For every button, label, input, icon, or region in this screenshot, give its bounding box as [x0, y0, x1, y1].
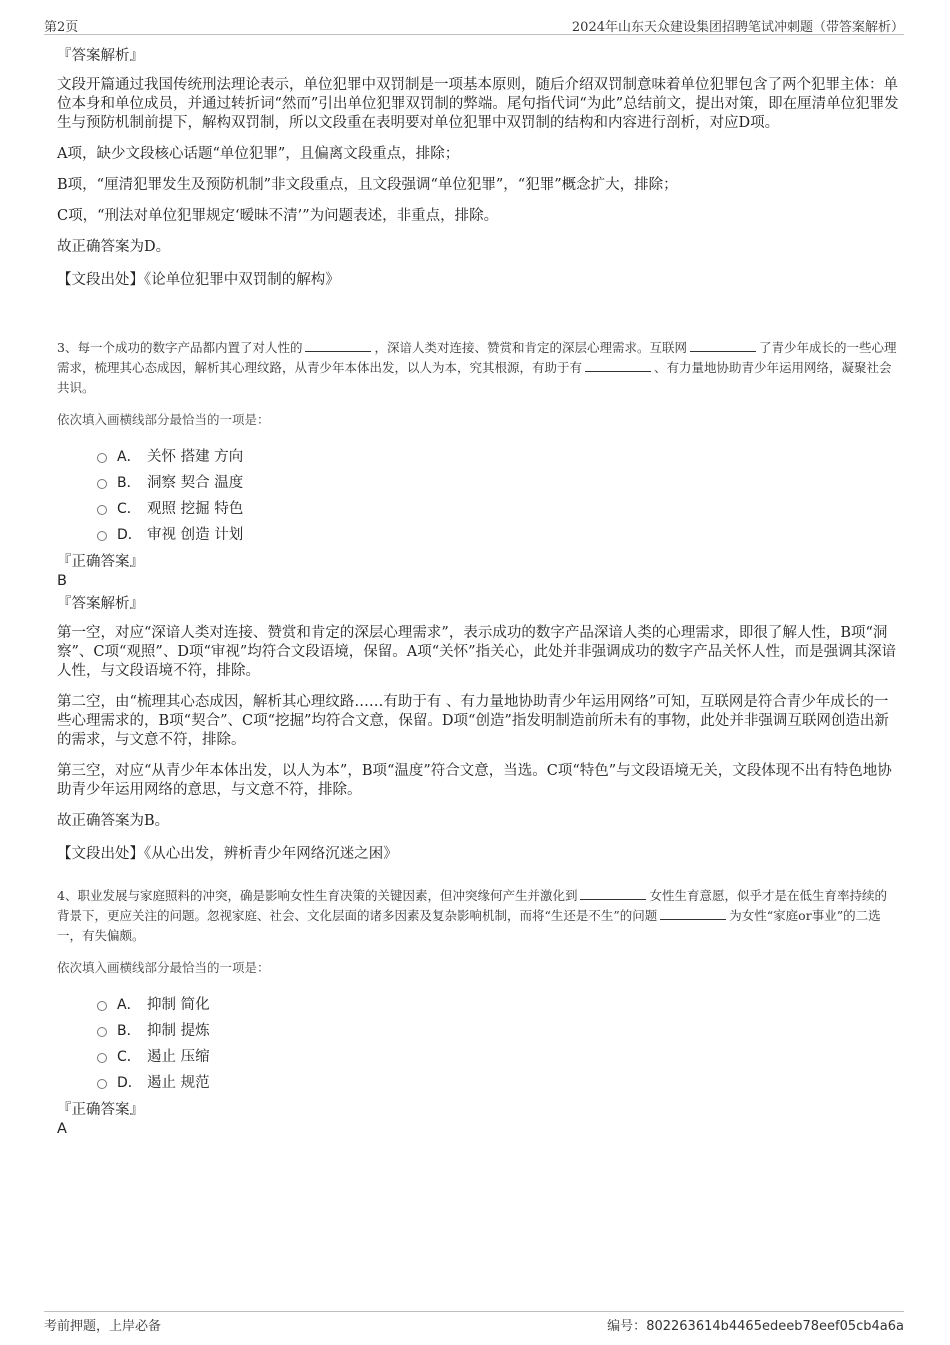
radio-icon[interactable] [97, 453, 107, 463]
q2-analysis-section [57, 46, 899, 290]
radio-icon[interactable] [97, 505, 107, 515]
option-d[interactable]: D． 遏止 规范 [97, 1070, 899, 1096]
option-c[interactable]: C． 观照 挖掘 特色 [97, 496, 899, 522]
analysis-paragraph: B项，“厘清犯罪发生及预防机制”非文段重点，且文段强调“单位犯罪”，“犯罪”概念扩大，排除； [57, 177, 678, 193]
source-citation: 【文段出处】《论单位犯罪中双罚制的解构》 [57, 272, 340, 288]
analysis-label: 『答案解析』 [57, 596, 144, 612]
correct-answer: A [57, 1121, 67, 1137]
analysis-paragraph: 故正确答案为B。 [57, 813, 170, 829]
radio-icon[interactable] [97, 531, 107, 541]
question-number: 3、 [57, 340, 78, 355]
fill-blank [660, 907, 726, 920]
radio-icon[interactable] [97, 1053, 107, 1063]
question-prompt: 依次填入画横线部分最恰当的一项是： [57, 412, 270, 427]
correct-answer: B [57, 573, 67, 589]
question-text: 4、职业发展与家庭照料的冲突，确是影响女性生育决策的关键因素，但冲突缘何产生并激化到 女性生育意愿，似乎才是在低生育率持续的背景下，更应关注的问题。忽视家庭、社会、文化层面的诸多因素及复杂影响机制，而将“生还是不生”的问题 为女性“家庭or事业”的二选一，有失偏颇。 [57, 888, 887, 943]
options-list [97, 992, 899, 1096]
question-3 [57, 338, 899, 864]
page-footer [44, 1311, 904, 1338]
question-prompt: 依次填入画横线部分最恰当的一项是： [57, 960, 270, 975]
correct-answer-label: 『正确答案』 [57, 554, 144, 570]
option-b[interactable]: B． 洞察 契合 温度 [97, 470, 899, 496]
source-citation: 【文段出处】《从心出发，辨析青少年网络沉迷之困》 [57, 846, 398, 862]
fill-blank [690, 339, 756, 352]
option-d[interactable]: D． 审视 创造 计划 [97, 522, 899, 548]
analysis-paragraph: A项，缺少文段核心话题“单位犯罪”，且偏离文段重点，排除； [57, 146, 460, 162]
footer-slogan: 考前押题，上岸必备 [44, 1319, 162, 1334]
fill-blank [305, 339, 371, 352]
option-a[interactable]: A． 关怀 搭建 方向 [97, 444, 899, 470]
analysis-paragraph: 文段开篇通过我国传统刑法理论表示，单位犯罪中双罚制是一项基本原则，随后介绍双罚制意味着单位犯罪包含了两个犯罪主体：单位本身和单位成员，并通过转折词“然而”引出单位犯罪双罚制的弊端。尾句指代词“为此”总结前文，提出对策，即在厘清单位犯罪发生与预防机制前提下，解构双罚制，所以文段重在表明要对单位犯罪中双罚制的结构和内容进行剖析，对应D项。 [57, 77, 899, 131]
page-header [44, 14, 904, 35]
correct-answer-label: 『正确答案』 [57, 1102, 144, 1118]
options-list [97, 444, 899, 548]
radio-icon[interactable] [97, 1027, 107, 1037]
radio-icon[interactable] [97, 1001, 107, 1011]
analysis-paragraph: C项，“刑法对单位犯罪规定‘暧昧不清’”为问题表述，非重点，排除。 [57, 208, 499, 224]
radio-icon[interactable] [97, 479, 107, 489]
question-number: 4、 [57, 888, 78, 903]
option-b[interactable]: B． 抑制 提炼 [97, 1018, 899, 1044]
analysis-label: 『答案解析』 [57, 48, 144, 64]
fill-blank [580, 887, 646, 900]
page-number: 第2页 [44, 20, 79, 35]
analysis-paragraph: 故正确答案为D。 [57, 239, 171, 255]
option-c[interactable]: C． 遏止 压缩 [97, 1044, 899, 1070]
analysis-paragraph: 第三空，对应“从青少年本体出发，以人为本”，B项“温度”符合文意，当选。C项“特色”与文段语境无关，文段体现不出有特色地协助青少年运用网络的意思，与文意不符，排除。 [57, 763, 892, 798]
analysis-paragraph: 第一空，对应“深谙人类对连接、赞赏和肯定的深层心理需求”，表示成功的数字产品深谙人类的心理需求，即很了解人性，B项“洞察”、C项“观照”、D项“审视”均符合文段语境，保留。A项“关怀”指关心，此处并非强调成功的数字产品关怀人性，而是强调其深谙人性，与文段语境不符，排除。 [57, 625, 897, 679]
radio-icon[interactable] [97, 1079, 107, 1089]
fill-blank [585, 359, 651, 372]
analysis-paragraph: 第二空，由“梳理其心态成因，解析其心理纹路……有助于有 、有力量地协助青少年运用网络”可知，互联网是符合青少年成长的一些心理需求的，B项“契合”、C项“挖掘”均符合文意，保留。D项“创造”指发明制造前所未有的事物，此处并非强调互联网创造出新的需求，与文意不符，排除。 [57, 694, 889, 748]
option-a[interactable]: A． 抑制 简化 [97, 992, 899, 1018]
question-text: 3、每一个成功的数字产品都内置了对人性的 ，深谙人类对连接、赞赏和肯定的深层心理需求。互联网 了青少年成长的一些心理需求，梳理其心态成因，解析其心理纹路，从青少年本体出发，以人为本，究其根源，有助于有 、有力量地协助青少年运用网络，凝聚社会共识。 [57, 340, 897, 395]
document-code: 编号：802263614b4465edeeb78eef05cb4a6a [607, 1319, 904, 1334]
document-title: 2024年山东天众建设集团招聘笔试冲刺题（带答案解析） [571, 20, 904, 35]
question-4 [57, 886, 899, 1138]
